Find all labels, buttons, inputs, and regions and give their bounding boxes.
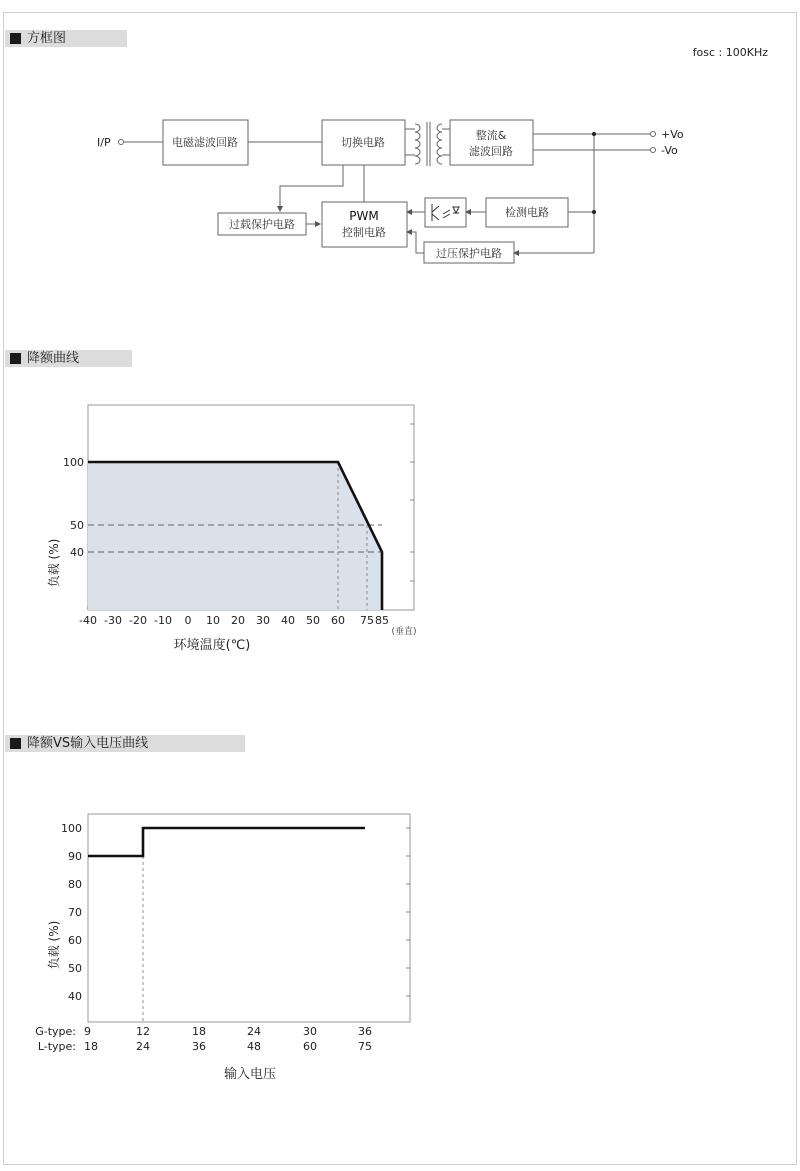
x-tick-label: 36	[358, 1025, 372, 1038]
x-tick-label: 40	[281, 614, 295, 627]
x-axis-label: 环境温度(℃)	[173, 638, 251, 653]
x-tick-label: 50	[306, 614, 320, 627]
x-axis-note: (垂直)	[391, 627, 417, 637]
x-tick-label: 24	[247, 1025, 261, 1038]
switching-label: 切换电路	[341, 136, 385, 149]
x-tick-label: 10	[206, 614, 220, 627]
pwm-label-1: PWM	[349, 209, 379, 223]
section-title: 降额曲线	[27, 351, 80, 366]
section-title: 降额VS输入电压曲线	[27, 736, 149, 751]
x-axis-type-label: G-type:	[35, 1025, 76, 1038]
x-tick-label: 75	[360, 614, 374, 627]
x-axis-type-label: L-type:	[37, 1040, 76, 1053]
x-tick-label: 36	[192, 1040, 206, 1053]
y-tick-label: 50	[70, 519, 84, 532]
vo-minus-label: -Vo	[661, 144, 678, 157]
x-tick-label: -10	[154, 614, 172, 627]
y-axis-label: 负载 (%)	[47, 538, 61, 588]
x-tick-label: 60	[303, 1040, 317, 1053]
x-tick-label: 18	[192, 1025, 206, 1038]
x-tick-label: -40	[79, 614, 97, 627]
x-tick-label: 9	[84, 1025, 91, 1038]
x-tick-label: 18	[84, 1040, 98, 1053]
fosc-label: fosc : 100KHz	[692, 46, 768, 59]
y-tick-label: 100	[63, 456, 84, 469]
x-tick-label: 48	[247, 1040, 261, 1053]
emi-filter-label: 电磁滤波回路	[172, 136, 238, 149]
x-tick-label: 20	[231, 614, 245, 627]
rectifier-label-2: 滤波回路	[469, 145, 513, 158]
x-tick-label: 0	[184, 614, 192, 627]
x-tick-label: 24	[136, 1040, 150, 1053]
y-tick-label: 40	[68, 990, 82, 1003]
olp-label: 过载保护电路	[229, 218, 295, 231]
ip-label: I/P	[97, 136, 111, 149]
x-tick-label: 30	[303, 1025, 317, 1038]
vo-plus-label: +Vo	[661, 128, 684, 141]
detection-label: 检测电路	[505, 206, 549, 219]
x-tick-label: 12	[136, 1025, 150, 1038]
pwm-label-2: 控制电路	[342, 226, 386, 239]
x-tick-label: -30	[104, 614, 122, 627]
x-tick-label: 85	[375, 614, 389, 627]
y-tick-label: 50	[68, 962, 82, 975]
y-axis-label: 负载 (%)	[47, 920, 61, 970]
x-tick-label: 30	[256, 614, 270, 627]
y-tick-label: 60	[68, 934, 82, 947]
section-title: 方框图	[27, 31, 67, 46]
x-tick-label: -20	[129, 614, 147, 627]
x-tick-label: 75	[358, 1040, 372, 1053]
x-tick-label: 60	[331, 614, 345, 627]
y-tick-label: 100	[61, 822, 82, 835]
plot-frame	[88, 814, 410, 1022]
y-tick-label: 80	[68, 878, 82, 891]
y-tick-label: 70	[68, 906, 82, 919]
y-tick-label: 40	[70, 546, 84, 559]
ovp-label: 过压保护电路	[436, 247, 502, 260]
load-line	[88, 828, 365, 856]
x-axis-label: 输入电压	[223, 1067, 277, 1082]
y-tick-label: 90	[68, 850, 82, 863]
rectifier-label-1: 整流&	[475, 129, 507, 142]
